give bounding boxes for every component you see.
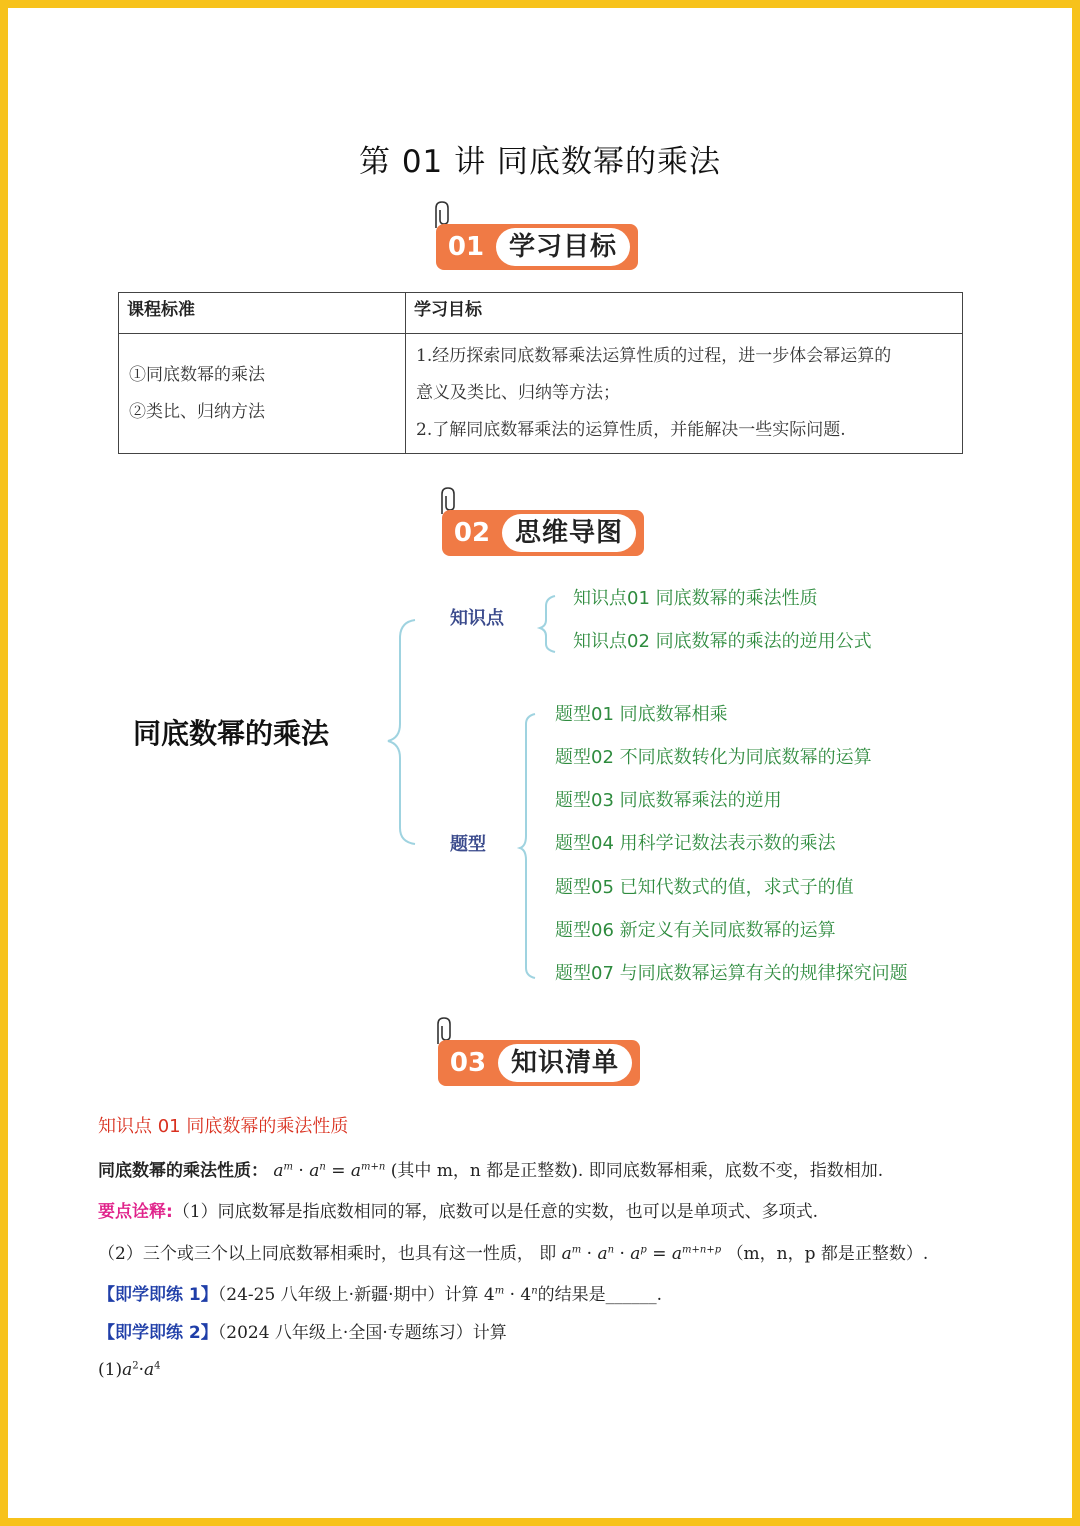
note-label: 要点诠释: bbox=[98, 1202, 173, 1222]
mindmap-type-item: 题型07 与同底数幂运算有关的规律探究问题 bbox=[555, 963, 908, 984]
note-formula: $a^m \cdot a^n \cdot a^p = a^{m+n+p}$ bbox=[561, 1244, 722, 1264]
mindmap-root: 同底数幂的乘法 bbox=[133, 717, 330, 750]
table-header-standard: 课程标准 bbox=[119, 293, 406, 334]
section-number: 02 bbox=[442, 510, 502, 556]
page-title: 第 01 讲 同底数幂的乘法 bbox=[358, 144, 721, 180]
note-line-1 bbox=[98, 1197, 818, 1222]
goal-line: 意义及类比、归纳等方法； bbox=[416, 383, 620, 403]
exercise-1 bbox=[98, 1280, 662, 1305]
section-label: 学习目标 bbox=[496, 228, 630, 266]
exercise-label: 【即学即练 2】 bbox=[98, 1323, 218, 1343]
item-formula: $a^2\cdot a^4$ bbox=[122, 1360, 161, 1380]
mindmap-type-item: 题型01 同底数幂相乘 bbox=[555, 704, 728, 725]
note-text: （2）三个或三个以上同底数幂相乘时，也具有这一性质， 即 bbox=[98, 1244, 557, 1264]
note-line-2 bbox=[98, 1239, 928, 1264]
knowledge-heading: 知识点 01 同底数幂的乘法性质 bbox=[98, 1116, 349, 1137]
mindmap-type-item: 题型05 已知代数式的值，求式子的值 bbox=[555, 877, 854, 898]
exercise-2-item-1 bbox=[98, 1360, 161, 1380]
property-line bbox=[98, 1156, 883, 1181]
goal-line: 1.经历探索同底数幂乘法运算性质的过程，进一步体会幂运算的 bbox=[416, 346, 892, 366]
property-formula: $a^m \cdot a^n = a^{m+n}$ bbox=[273, 1161, 386, 1181]
exercise-text: （24-25 八年级上·新疆·期中）计算 bbox=[217, 1285, 479, 1305]
goal-line: 2.了解同底数幂乘法的运算性质，并能解决一些实际问题. bbox=[416, 420, 846, 440]
section-label: 知识清单 bbox=[498, 1044, 632, 1082]
mindmap-knowledge-item: 知识点01 同底数幂的乘法性质 bbox=[573, 588, 818, 609]
exercise-2 bbox=[98, 1318, 507, 1343]
mindmap-type-item: 题型02 不同底数转化为同底数幂的运算 bbox=[555, 747, 872, 768]
standard-item: ①同底数幂的乘法 bbox=[129, 364, 265, 385]
section-number: 01 bbox=[436, 224, 496, 270]
mindmap-knowledge-item: 知识点02 同底数幂的乘法的逆用公式 bbox=[573, 631, 872, 652]
note-text: （1）同底数幂是指底数相同的幂，底数可以是任意的实数，也可以是单项式、多项式. bbox=[172, 1202, 819, 1222]
standard-item: ②类比、归纳方法 bbox=[129, 401, 265, 422]
exercise-tail: 的结果是______. bbox=[537, 1285, 663, 1305]
section-number: 03 bbox=[438, 1040, 498, 1086]
exercise-text: （2024 八年级上·全国·专题练习）计算 bbox=[217, 1323, 507, 1343]
mindmap-type-item: 题型03 同底数幂乘法的逆用 bbox=[555, 790, 782, 811]
mindmap-type-item: 题型04 用科学记数法表示数的乘法 bbox=[555, 833, 836, 854]
property-label: 同底数幂的乘法性质： bbox=[98, 1161, 268, 1181]
exercise-formula: $4^m \cdot 4^n$ bbox=[483, 1285, 538, 1305]
section-banner-knowledge bbox=[438, 1032, 644, 1086]
property-tail: (其中 m，n 都是正整数). 即同底数幂相乘，底数不变，指数相加. bbox=[390, 1161, 884, 1181]
mindmap-branch-knowledge: 知识点 bbox=[450, 608, 504, 629]
exercise-label: 【即学即练 1】 bbox=[98, 1285, 218, 1305]
mindmap-branch-types: 题型 bbox=[450, 834, 486, 855]
item-number: (1) bbox=[98, 1360, 123, 1380]
section-label: 思维导图 bbox=[502, 514, 636, 552]
mindmap-type-item: 题型06 新定义有关同底数幂的运算 bbox=[555, 920, 836, 941]
page bbox=[8, 8, 1072, 1518]
note-text: （m，n，p 都是正整数）. bbox=[726, 1244, 929, 1264]
table-header-goal: 学习目标 bbox=[406, 293, 963, 334]
